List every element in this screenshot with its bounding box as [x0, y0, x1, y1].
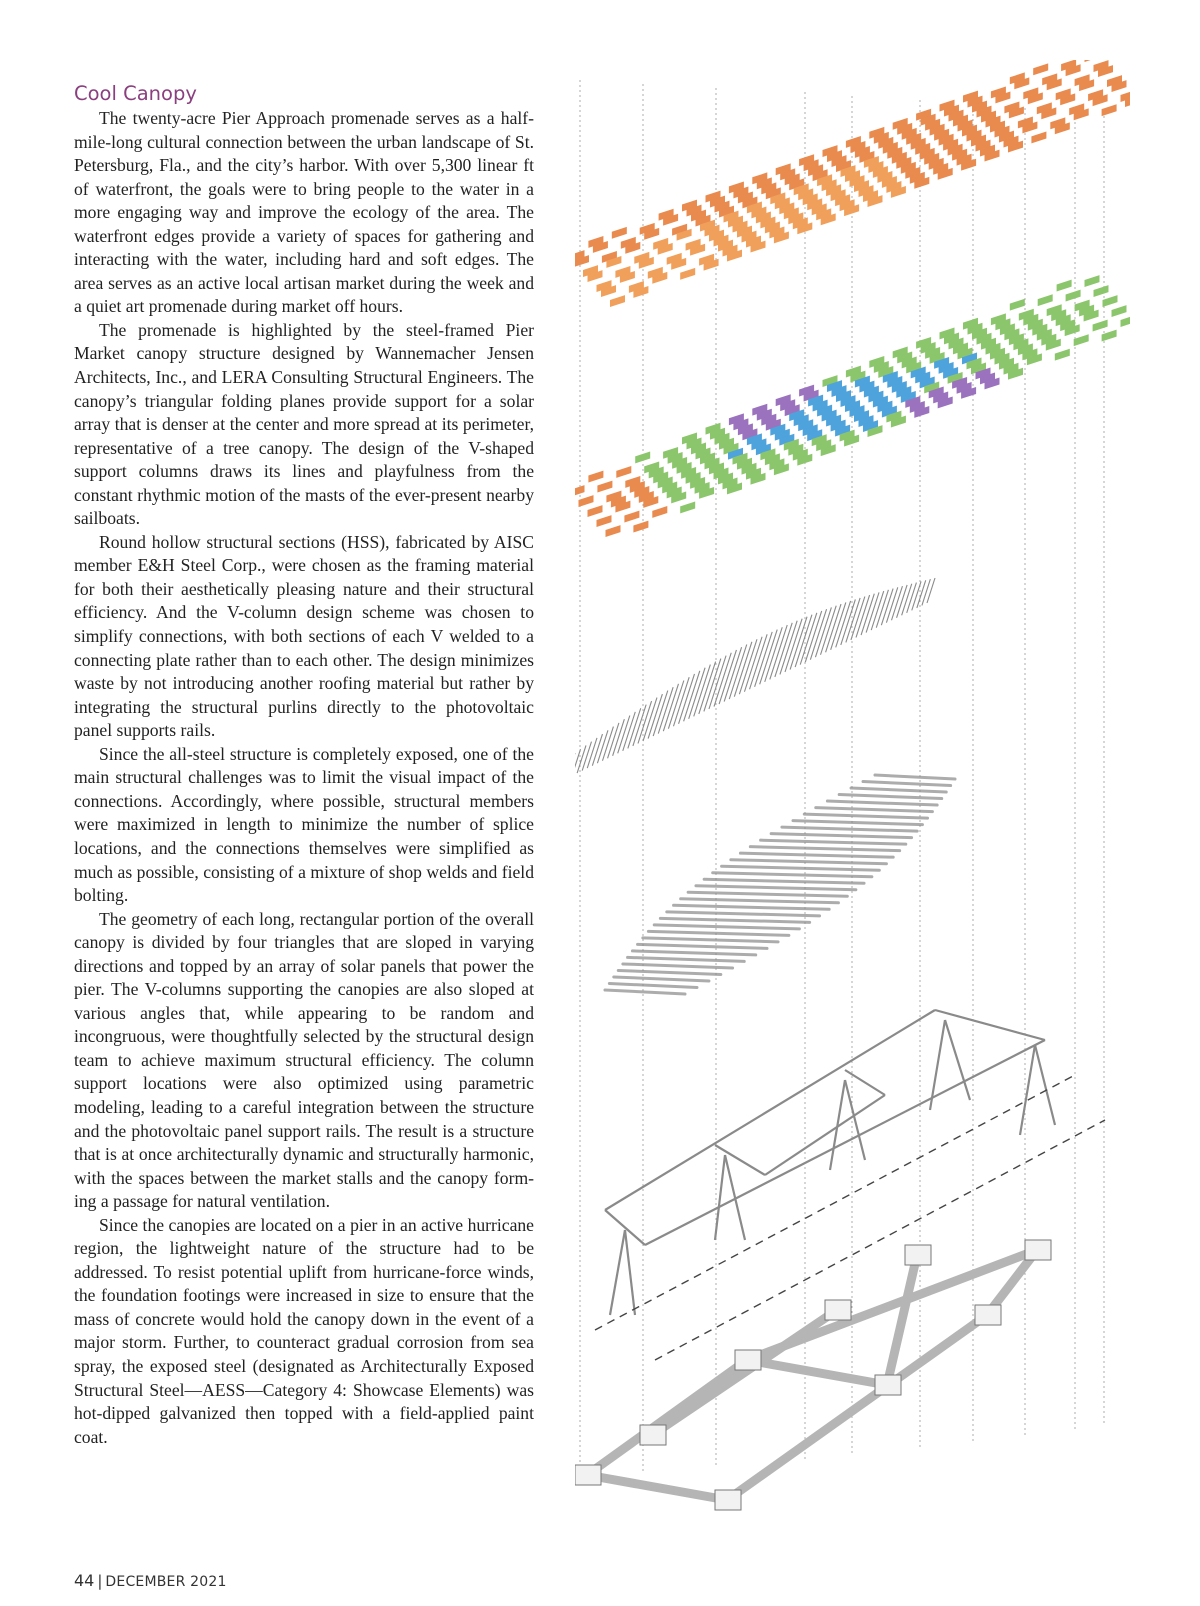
- grade-beam: [587, 1475, 727, 1500]
- purlin: [831, 602, 846, 649]
- solar-panel: [1093, 320, 1108, 332]
- purlin: [826, 604, 841, 652]
- solar-panel: [616, 466, 631, 478]
- rail: [660, 918, 809, 922]
- rail: [816, 808, 933, 812]
- solar-panel: [680, 502, 695, 514]
- purlin: [897, 585, 908, 618]
- issue-date: DECEMBER 2021: [105, 1574, 227, 1590]
- rail: [713, 873, 872, 877]
- purlin: [714, 653, 731, 707]
- solar-panel: [1057, 280, 1072, 292]
- solar-panel-layer-colored: [575, 275, 1130, 537]
- solar-panel: [1074, 334, 1089, 346]
- purlin: [653, 691, 668, 736]
- solar-panel: [597, 515, 612, 527]
- steel-member: [625, 1230, 635, 1315]
- steel-member: [845, 1070, 885, 1095]
- purlin: [775, 623, 792, 677]
- purlin: [765, 627, 782, 682]
- solar-panel: [1085, 275, 1100, 287]
- purlin: [851, 596, 865, 639]
- purlin: [694, 665, 711, 717]
- purlin: [699, 662, 716, 714]
- purlin: [927, 578, 935, 603]
- grade-beam: [587, 1360, 747, 1475]
- purlin: [684, 671, 700, 722]
- purlin: [592, 734, 602, 766]
- purlin: [846, 598, 860, 643]
- rail: [638, 944, 767, 948]
- rail: [696, 886, 856, 890]
- solar-panel: [597, 481, 612, 493]
- rail: [851, 788, 946, 792]
- solar-panel: [606, 525, 621, 537]
- steel-member: [765, 1095, 885, 1175]
- steel-member: [610, 1230, 625, 1315]
- footing-pad: [875, 1375, 901, 1395]
- foundation-layer: [575, 1240, 1051, 1510]
- purlin: [907, 583, 917, 613]
- rail: [875, 775, 955, 779]
- solar-panel: [610, 295, 625, 307]
- section-heading: Cool Canopy: [74, 82, 197, 105]
- purlin: [577, 745, 586, 773]
- purlin: [673, 677, 689, 726]
- rail: [740, 853, 893, 857]
- rail: [782, 827, 917, 831]
- solar-panel: [1112, 305, 1127, 317]
- purlin: [815, 607, 831, 657]
- rail: [648, 931, 788, 935]
- steel-member: [605, 1210, 645, 1245]
- footing-pad: [715, 1490, 741, 1510]
- solar-panel: [1103, 295, 1118, 307]
- steel-member: [935, 1010, 1045, 1040]
- solar-panel: [1094, 285, 1109, 297]
- purlin: [795, 615, 812, 667]
- rail: [804, 814, 927, 818]
- purlin: [668, 680, 683, 728]
- solar-panel: [612, 227, 627, 239]
- solar-panel: [1010, 299, 1025, 311]
- steel-member: [930, 1020, 945, 1110]
- purlin: [658, 687, 673, 733]
- article-column: [74, 82, 534, 1449]
- purlin: [709, 656, 726, 709]
- footing-pad: [1025, 1240, 1051, 1260]
- solar-panel: [588, 505, 603, 517]
- solar-panel: [624, 511, 639, 523]
- solar-panel: [1031, 132, 1046, 144]
- purlin: [582, 742, 591, 771]
- purlin: [648, 694, 662, 739]
- rail-layer: [605, 775, 955, 994]
- purlin: [704, 659, 721, 712]
- purlin: [689, 668, 705, 719]
- purlin: [790, 617, 807, 670]
- purlin: [841, 599, 856, 644]
- solar-panel: [1055, 349, 1070, 361]
- rail: [605, 990, 685, 994]
- purlin: [805, 611, 821, 662]
- rail: [643, 938, 778, 942]
- rail: [674, 905, 830, 909]
- rail: [863, 782, 951, 786]
- purlin: [800, 613, 817, 665]
- solar-panel: [680, 268, 695, 280]
- article-paragraph: Round hollow structural sections (HSS), fabricated by AISC member E&H Steel Corp., were chosen as the framing material for both their aesthetically pleasing nature and their structural efficiency. And the V-column design scheme was chosen to simplify connections, with both sections of each V welded to a connecting plate rather than to each other. The design minimizes waste by not introducing another roofing material but rather by integrating the structural purlins directly to the photovoltaic panel supports rails.: [74, 531, 534, 741]
- steel-member: [945, 1020, 970, 1100]
- steel-member: [715, 1155, 725, 1240]
- purlin: [719, 650, 736, 704]
- footing-pad: [905, 1245, 931, 1265]
- solar-panel: [1038, 294, 1053, 306]
- steel-member: [830, 1080, 845, 1170]
- article-paragraph: The geometry of each long, rectangular portion of the overall canopy is divided by four triangles that are sloped in varying directions and topped by an array of solar panels that power the pier. The V-columns supporting the canopies are also sloped at various angles that, while appearing to be random and incongruous, were thoughtfully selected by the structural design team to achieve maximum structural efficiency. The column support locations were also optimized using parametric modeling, leading to a careful integration between the structure and the photovoltaic panel support rails. The result is a structure that is at once architecturally dynamic and structurally harmonic, with the spaces between the market stalls and the canopy forming a passage for natural ventilation.: [74, 908, 534, 1212]
- steel-member: [1035, 1045, 1055, 1125]
- rail: [681, 899, 839, 903]
- rail: [688, 892, 847, 896]
- solar-panel: [633, 521, 648, 533]
- footing-pad: [575, 1465, 601, 1485]
- grade-beam: [747, 1360, 887, 1385]
- solar-panel: [1085, 60, 1100, 62]
- steel-member: [1020, 1045, 1035, 1135]
- article-paragraph: The twenty-acre Pier Approach promenade serves as a half-mile-long cultural connection between the urban landscape of St. Petersburg, Fla., and the city’s harbor. With over 5,300 linear ft of waterfront, the goals were to bring people to the water in a more engaging way and improve the ecology of the area. The waterfront edges provide a variety of spaces for gathering and interacting with the water, including hard and soft edges. The area serves as an active local artisan market during the week and a quiet art promenade during market off hours.: [74, 108, 534, 317]
- purlin: [663, 684, 678, 731]
- rail: [614, 977, 709, 981]
- purlin: [810, 609, 826, 660]
- purlin: [643, 698, 657, 741]
- solar-panel: [1121, 315, 1131, 327]
- solar-panel: [579, 495, 594, 507]
- rail: [722, 866, 880, 870]
- purlin: [917, 580, 926, 608]
- solar-panel: [635, 452, 650, 464]
- solar-panel: [1102, 104, 1117, 116]
- rail: [632, 951, 755, 955]
- purlin: [724, 647, 741, 701]
- footer-separator: |: [97, 1572, 103, 1590]
- rail: [827, 801, 937, 805]
- solar-panel: [1066, 290, 1081, 302]
- solar-panel-layer-orange: [575, 60, 1130, 307]
- purlin: [821, 606, 837, 655]
- rail: [839, 795, 942, 799]
- rail: [618, 970, 721, 974]
- purlin: [836, 601, 851, 647]
- purlin: [679, 674, 695, 724]
- footing-pad: [735, 1350, 761, 1370]
- page-footer: [74, 1571, 227, 1590]
- rail: [771, 834, 911, 838]
- rail: [731, 860, 887, 864]
- solar-panel: [652, 506, 667, 518]
- rail: [750, 847, 899, 851]
- purlin: [785, 619, 802, 672]
- rail: [654, 925, 799, 929]
- purlin: [902, 584, 912, 616]
- purlin: [587, 738, 597, 768]
- rail: [704, 879, 864, 883]
- purlin: [780, 621, 797, 675]
- purlin: [770, 625, 787, 679]
- purlin: [597, 730, 608, 763]
- page-number: 44: [74, 1571, 95, 1590]
- article-paragraph: Since the canopies are located on a pier in an active hurricane region, the lightweight nature of the structure had to be addressed. To resist potential uplift from hurricane-force winds, the foundation footings were increased in size to ensure that the mass of concrete would hold the canopy down in the event of a major storm. Further, to counteract gradual corrosion from sea spray, the exposed steel (designated as Architecturally Exposed Structural Steel—AESS—Category 4: Showcase Elements) was hot-dipped galvanized then topped with a field-applied paint coat.: [74, 1214, 534, 1447]
- steel-member: [725, 1155, 745, 1240]
- rail: [628, 957, 745, 961]
- rail: [793, 821, 922, 825]
- solar-panel: [1033, 63, 1048, 75]
- purlin-layer: [575, 578, 935, 778]
- purlin: [729, 644, 746, 699]
- footing-pad: [825, 1300, 851, 1320]
- rail: [609, 983, 697, 987]
- purlin: [922, 579, 930, 605]
- rail: [761, 840, 906, 844]
- footing-pad: [975, 1305, 1001, 1325]
- exploded-axonometric-diagram: [575, 60, 1130, 1540]
- footing-pad: [640, 1425, 666, 1445]
- solar-panel: [588, 471, 603, 483]
- grade-beam: [727, 1315, 987, 1500]
- rail: [667, 912, 820, 916]
- article-paragraph: The promenade is highlighted by the steel-framed Pier Market canopy structure designed by Wannemacher Jensen Architects, Inc., and LERA Consulting Structural Engineers. The canopy’s triangular folding planes provide support for a solar array that is denser at the center and more spread at its perimeter, representative of a tree canopy. The design of the V-shaped support columns draws its lines and playfulness from the constant rhythmic motion of the masts of the ever-present nearby sailboats.: [74, 319, 534, 529]
- article-paragraph: Since the all-steel structure is completely exposed, one of the main structural challenges was to limit the visual impact of the connections. Accordingly, where possible, structural members were maximized in length to minimize the number of splice locations, and the connections themselves were simplified as much as possible, consisting of a mixture of shop welds and field bolting.: [74, 743, 534, 906]
